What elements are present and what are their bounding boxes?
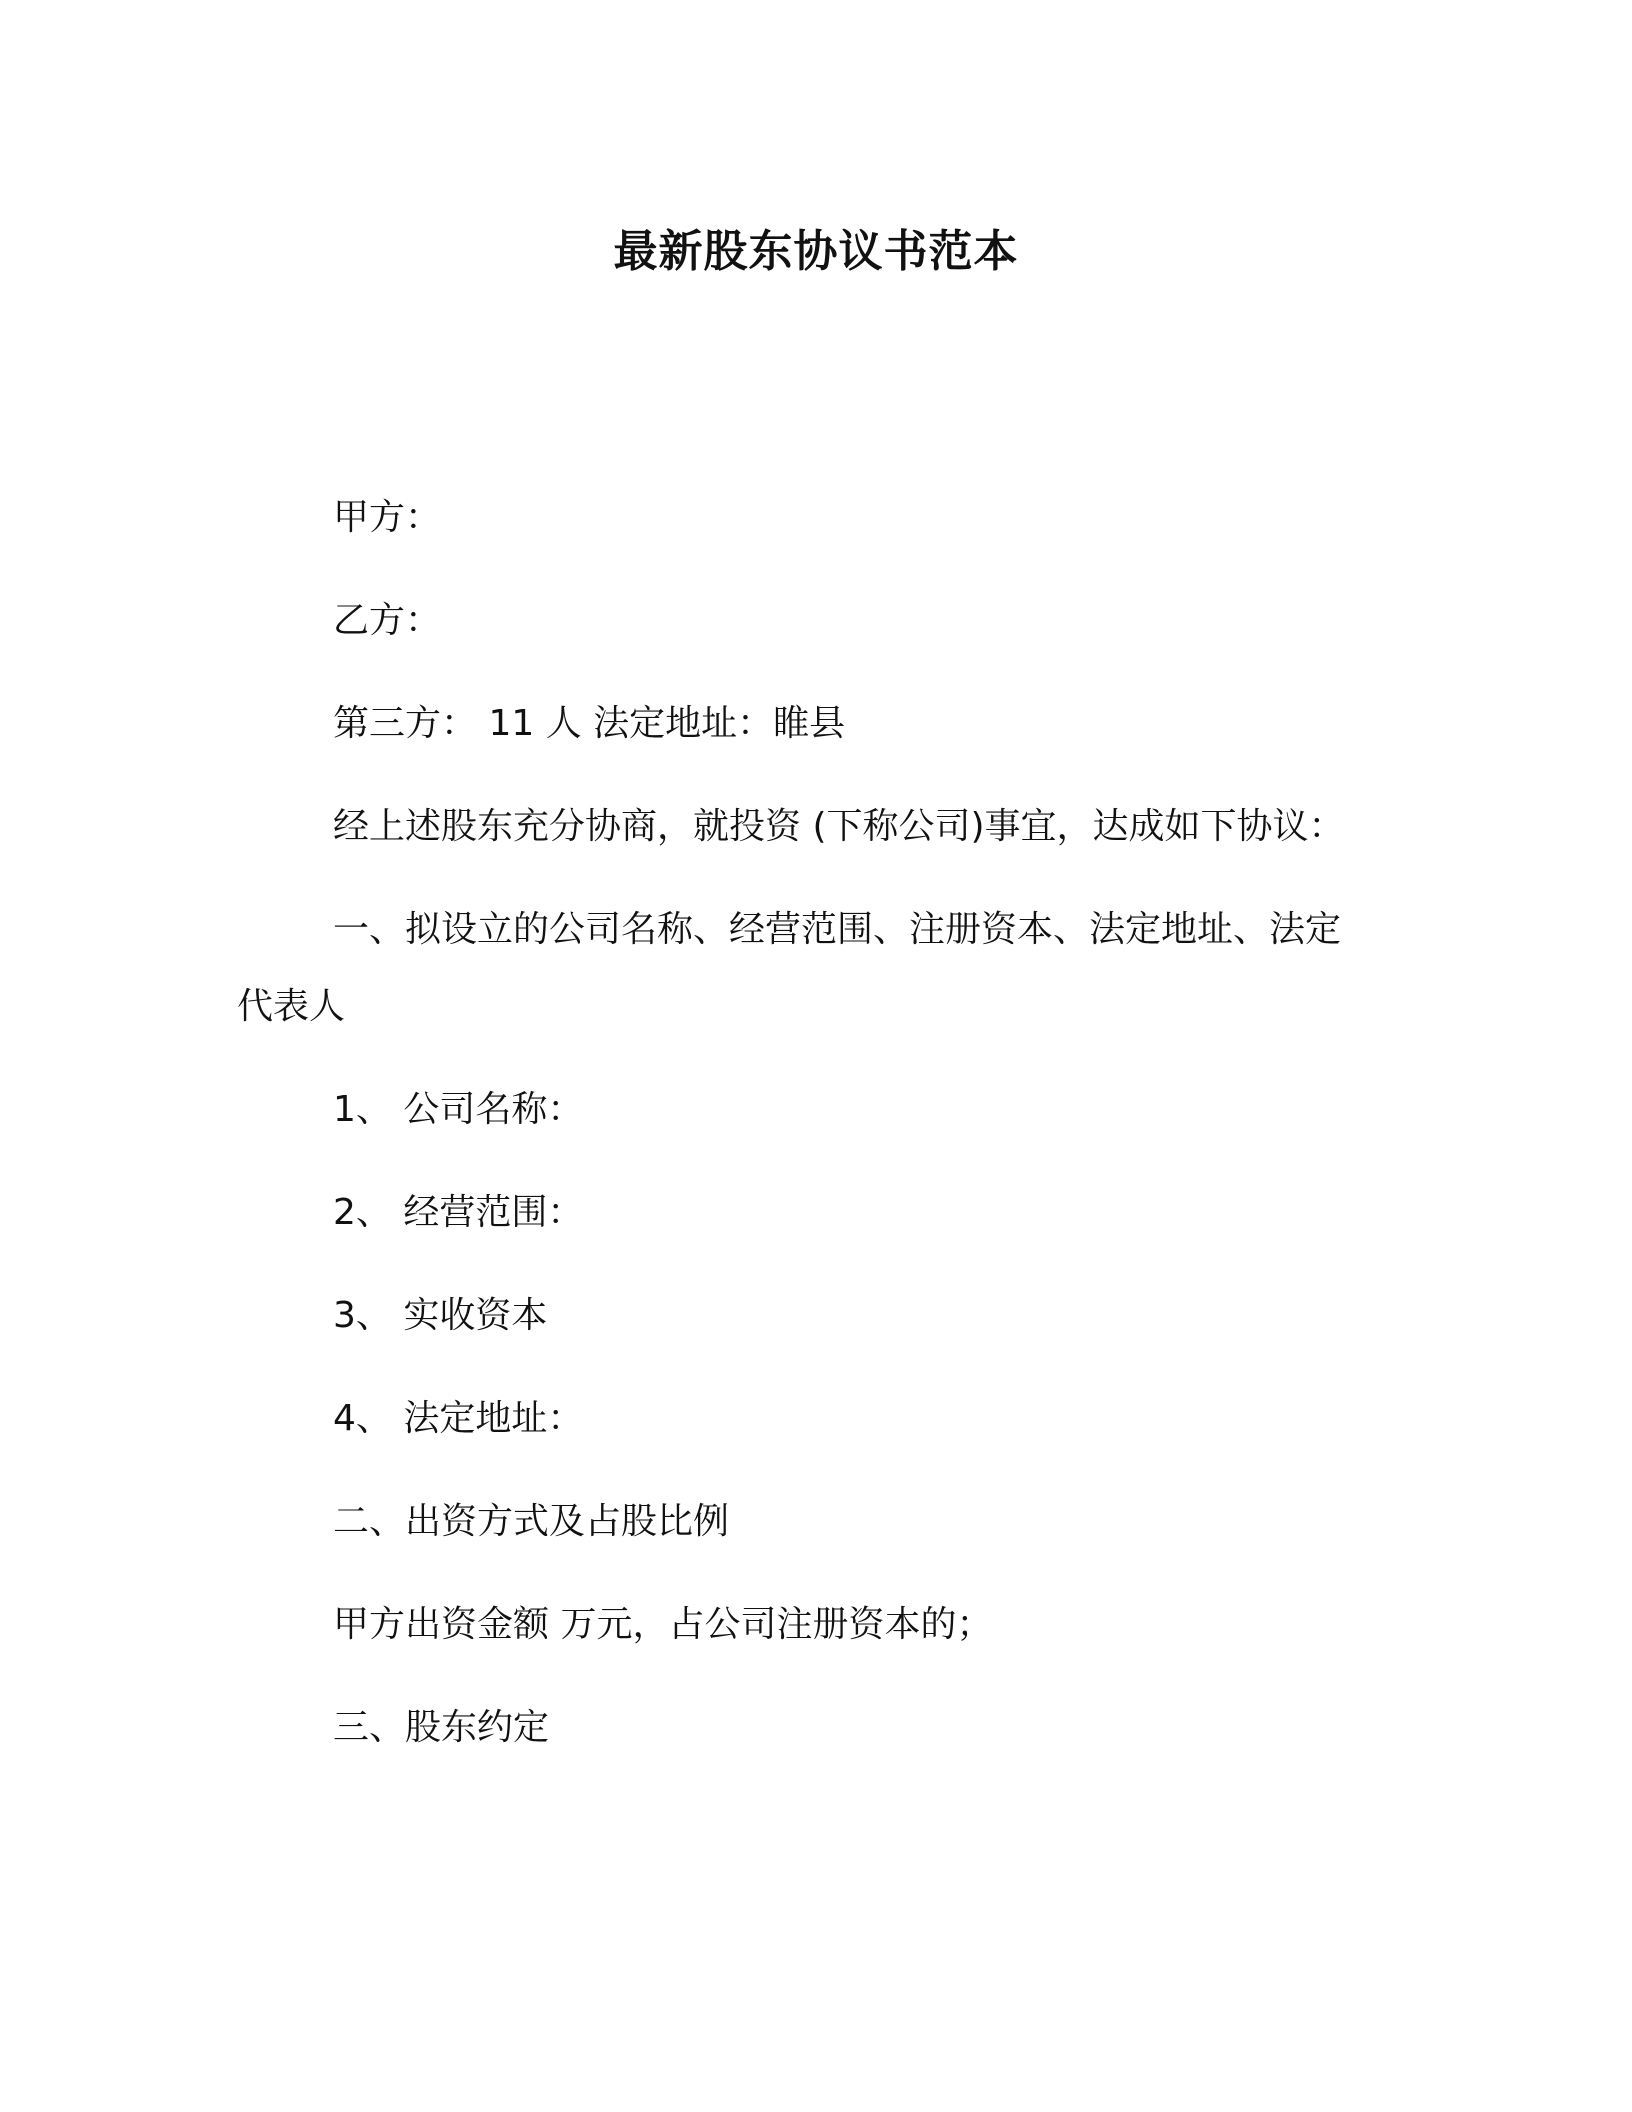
section-one-heading: 一、拟设立的公司名称、经营范围、注册资本、法定地址、法定 bbox=[333, 909, 1342, 950]
section-two-heading: 二、出资方式及占股比例 bbox=[333, 1501, 730, 1542]
document-title: 最新股东协议书范本 bbox=[613, 226, 1019, 277]
agreement-intro-line: 经上述股东充分协商，就投资 (下称公司)事宜，达成如下协议： bbox=[333, 806, 1345, 847]
company-name-item: 1、 公司名称： bbox=[333, 1089, 584, 1130]
legal-address-item: 4、 法定地址： bbox=[333, 1398, 584, 1439]
paid-in-capital-item: 3、 实收资本 bbox=[333, 1295, 548, 1336]
party-a-line: 甲方： bbox=[333, 497, 442, 538]
business-scope-item: 2、 经营范围： bbox=[333, 1192, 584, 1233]
party-a-contribution-line: 甲方出资金额 万元，占公司注册资本的； bbox=[333, 1604, 993, 1645]
third-party-line: 第三方： 11 人 法定地址：睢县 bbox=[333, 703, 846, 744]
section-one-heading-continued: 代表人 bbox=[237, 986, 346, 1027]
section-three-heading: 三、股东约定 bbox=[333, 1707, 550, 1748]
party-b-line: 乙方： bbox=[333, 600, 442, 641]
